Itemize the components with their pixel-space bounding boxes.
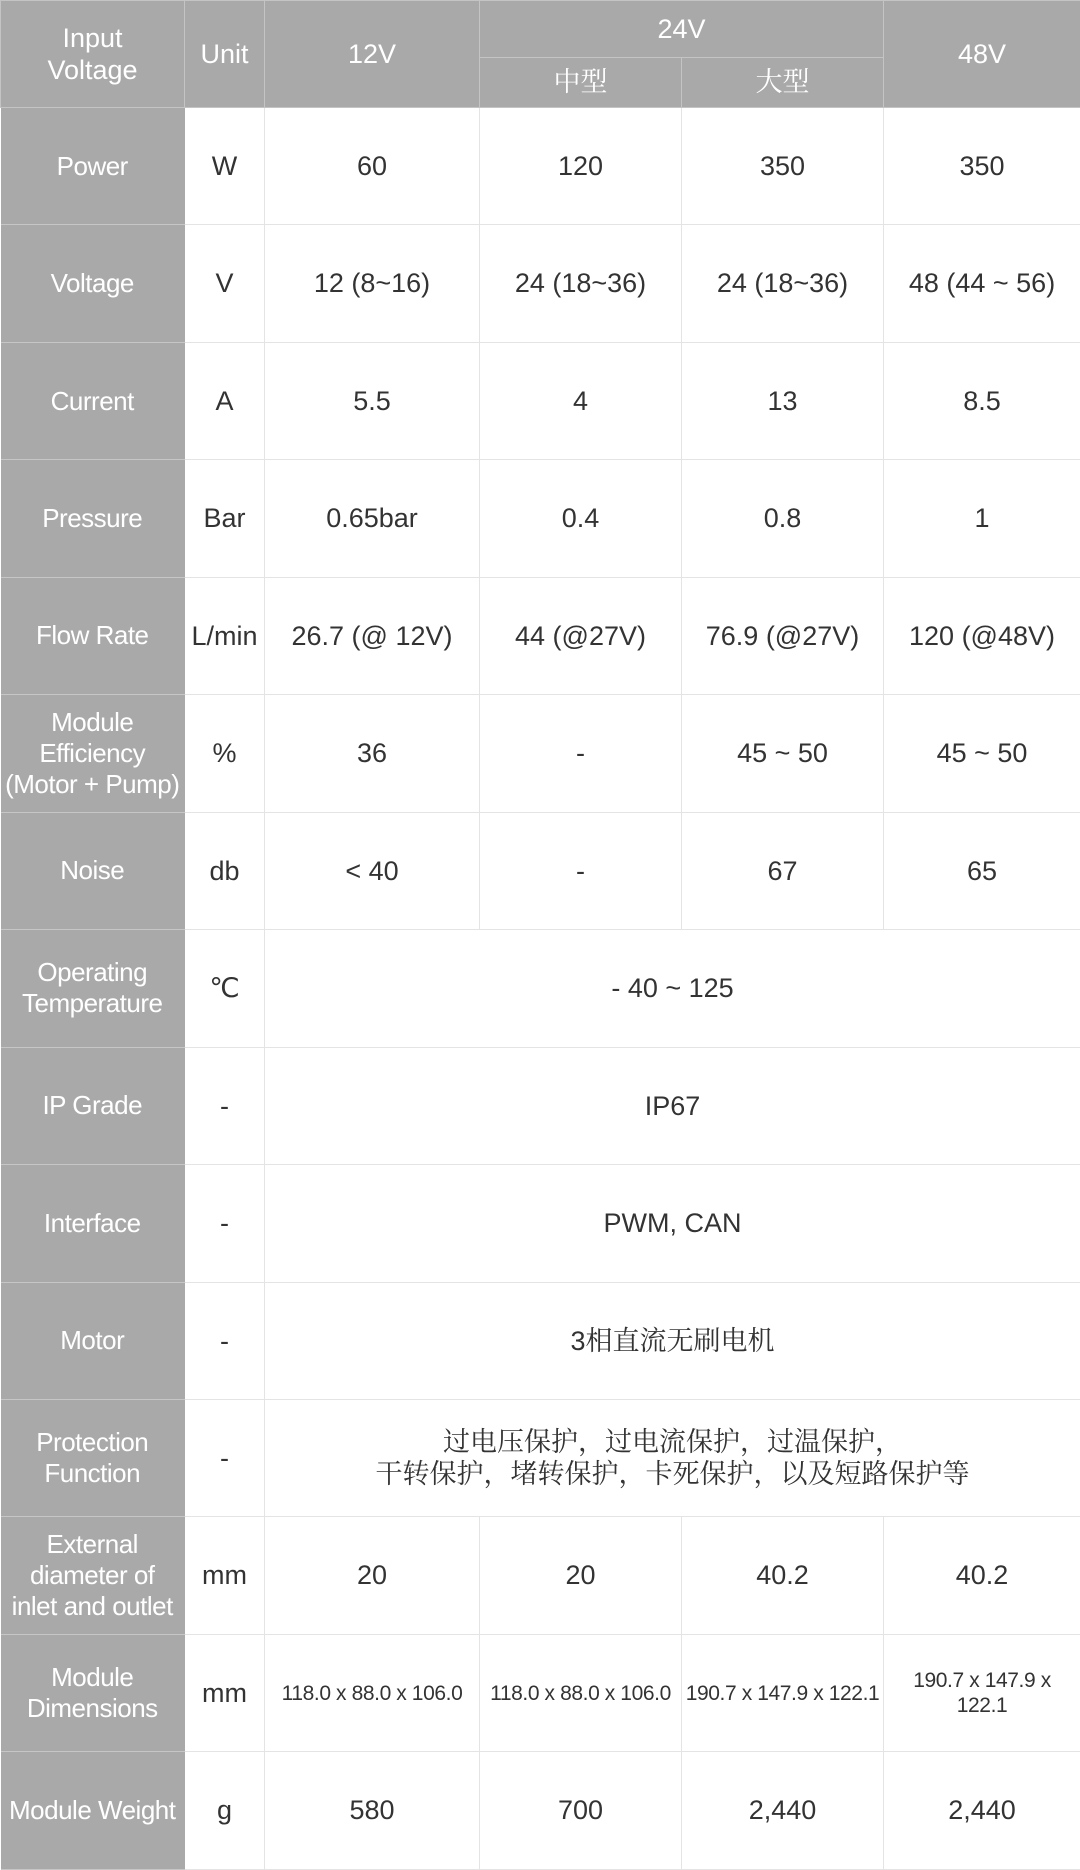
- row-value: 5.5: [265, 342, 480, 459]
- row-label-line: inlet and outlet: [11, 1591, 173, 1622]
- row-label-line: Function: [44, 1458, 141, 1489]
- row-value: 48 (44 ~ 56): [884, 225, 1080, 342]
- table-row: [1, 108, 1080, 225]
- row-value: 8.5: [884, 342, 1080, 459]
- row-value: 2,440: [884, 1752, 1080, 1870]
- row-unit: Bar: [185, 460, 265, 577]
- row-label: [1, 108, 185, 225]
- row-label: [1, 930, 185, 1047]
- row-value: 36: [265, 695, 480, 812]
- table-row: [1, 1399, 1080, 1516]
- row-label: [1, 1047, 185, 1164]
- row-label-line: Operating: [37, 957, 148, 988]
- row-value: 118.0 x 88.0 x 106.0: [480, 1634, 682, 1751]
- row-label-line: Module Weight: [9, 1795, 176, 1826]
- row-label: [1, 1399, 185, 1516]
- row-value: 13: [682, 342, 884, 459]
- row-label-line: Interface: [43, 1207, 141, 1238]
- row-label-line: IP Grade: [42, 1090, 143, 1121]
- row-label: [1, 1752, 185, 1870]
- header-row-top: [1, 1, 1080, 58]
- row-value: 24 (18~36): [682, 225, 884, 342]
- row-label: [1, 695, 185, 812]
- row-value: 40.2: [884, 1517, 1080, 1634]
- table-row: [1, 1282, 1080, 1399]
- row-unit: mm: [185, 1517, 265, 1634]
- header-24v-medium: 中型: [480, 58, 682, 108]
- row-value-merged: [265, 1047, 1080, 1164]
- row-value: 350: [682, 108, 884, 225]
- row-value: 190.7 x 147.9 x 122.1: [884, 1634, 1080, 1751]
- table-row: [1, 342, 1080, 459]
- table-row: [1, 930, 1080, 1047]
- row-value: 20: [265, 1517, 480, 1634]
- row-unit: db: [185, 812, 265, 929]
- row-value: -: [480, 812, 682, 929]
- row-unit: A: [185, 342, 265, 459]
- row-label: [1, 577, 185, 694]
- row-unit: L/min: [185, 577, 265, 694]
- row-value: 120: [480, 108, 682, 225]
- table-header: [1, 1, 1080, 108]
- row-value: 67: [682, 812, 884, 929]
- row-unit: ℃: [185, 930, 265, 1047]
- row-label-line: Protection: [36, 1427, 149, 1458]
- header-input-voltage-line: Input: [62, 22, 123, 53]
- table-row: [1, 1047, 1080, 1164]
- row-unit: g: [185, 1752, 265, 1870]
- row-value: 76.9 (@27V): [682, 577, 884, 694]
- header-24v: 24V: [480, 1, 884, 58]
- header-12v: 12V: [265, 1, 480, 108]
- row-value: 40.2: [682, 1517, 884, 1634]
- table-row: [1, 1634, 1080, 1751]
- row-value: 60: [265, 108, 480, 225]
- row-label-line: Efficiency: [39, 737, 146, 768]
- row-unit: W: [185, 108, 265, 225]
- row-unit: mm: [185, 1634, 265, 1751]
- row-unit: -: [185, 1399, 265, 1516]
- table-row: [1, 1752, 1080, 1870]
- row-value: 580: [265, 1752, 480, 1870]
- row-value: 190.7 x 147.9 x 122.1: [682, 1634, 884, 1751]
- row-value-line: IP67: [644, 1090, 701, 1121]
- row-value: -: [480, 695, 682, 812]
- header-unit: Unit: [185, 1, 265, 108]
- row-value: 45 ~ 50: [682, 695, 884, 812]
- row-value: 0.65bar: [265, 460, 480, 577]
- row-label: [1, 1634, 185, 1751]
- row-value-merged: [265, 1282, 1080, 1399]
- row-label: [1, 225, 185, 342]
- header-24v-large: 大型: [682, 58, 884, 108]
- row-label-line: Module: [51, 706, 134, 737]
- row-value: 24 (18~36): [480, 225, 682, 342]
- row-value: < 40: [265, 812, 480, 929]
- header-input-voltage-line: Voltage: [47, 55, 138, 85]
- row-label-line: Noise: [60, 855, 125, 886]
- table-row: [1, 225, 1080, 342]
- row-label-line: Dimensions: [26, 1693, 158, 1724]
- row-value: 12 (8~16): [265, 225, 480, 342]
- row-label: [1, 1282, 185, 1399]
- table-row: [1, 577, 1080, 694]
- row-value-merged: [265, 1399, 1080, 1516]
- row-value: 118.0 x 88.0 x 106.0: [265, 1634, 480, 1751]
- row-value: 1: [884, 460, 1080, 577]
- row-value: 120 (@48V): [884, 577, 1080, 694]
- row-label: [1, 342, 185, 459]
- row-value-line: 3相直流无刷电机: [570, 1325, 775, 1356]
- row-label-line: Motor: [60, 1325, 125, 1356]
- row-value: 2,440: [682, 1752, 884, 1870]
- row-unit: %: [185, 695, 265, 812]
- table-row: [1, 812, 1080, 929]
- row-label-line: Temperature: [22, 988, 163, 1019]
- row-label: [1, 460, 185, 577]
- header-input-voltage: [1, 1, 185, 108]
- row-value: 44 (@27V): [480, 577, 682, 694]
- table-row: [1, 460, 1080, 577]
- row-value: 350: [884, 108, 1080, 225]
- row-unit: -: [185, 1282, 265, 1399]
- table-row: [1, 695, 1080, 812]
- row-label-line: External: [46, 1528, 138, 1559]
- row-value: 0.8: [682, 460, 884, 577]
- row-value: 0.4: [480, 460, 682, 577]
- row-label: [1, 1165, 185, 1282]
- table-body: [1, 108, 1080, 1870]
- row-value-line: 过电压保护，过电流保护，过温保护，: [443, 1426, 902, 1457]
- row-value: 20: [480, 1517, 682, 1634]
- row-label-line: Pressure: [42, 502, 143, 533]
- row-label: [1, 1517, 185, 1634]
- row-label-line: Flow Rate: [35, 620, 149, 651]
- row-unit: -: [185, 1047, 265, 1164]
- row-value: 26.7 (@ 12V): [265, 577, 480, 694]
- table-row: [1, 1517, 1080, 1634]
- row-value-merged: [265, 930, 1080, 1047]
- row-label-line: Current: [50, 385, 134, 416]
- row-unit: V: [185, 225, 265, 342]
- row-value: 45 ~ 50: [884, 695, 1080, 812]
- row-label: [1, 812, 185, 929]
- row-value: 4: [480, 342, 682, 459]
- row-value-merged: [265, 1165, 1080, 1282]
- header-48v: 48V: [884, 1, 1080, 108]
- row-value: 700: [480, 1752, 682, 1870]
- row-value: 65: [884, 812, 1080, 929]
- row-label-line: Module: [51, 1661, 134, 1692]
- row-value-line: - 40 ~ 125: [611, 973, 734, 1004]
- row-label-line: Voltage: [50, 268, 134, 299]
- row-unit: -: [185, 1165, 265, 1282]
- row-value-line: PWM, CAN: [603, 1208, 742, 1239]
- table-row: [1, 1165, 1080, 1282]
- row-value-line: 干转保护，堵转保护，卡死保护，以及短路保护等: [375, 1459, 970, 1490]
- row-label-line: diameter of: [29, 1560, 155, 1591]
- row-label-line: (Motor + Pump): [5, 769, 180, 800]
- row-label-line: Power: [56, 150, 128, 181]
